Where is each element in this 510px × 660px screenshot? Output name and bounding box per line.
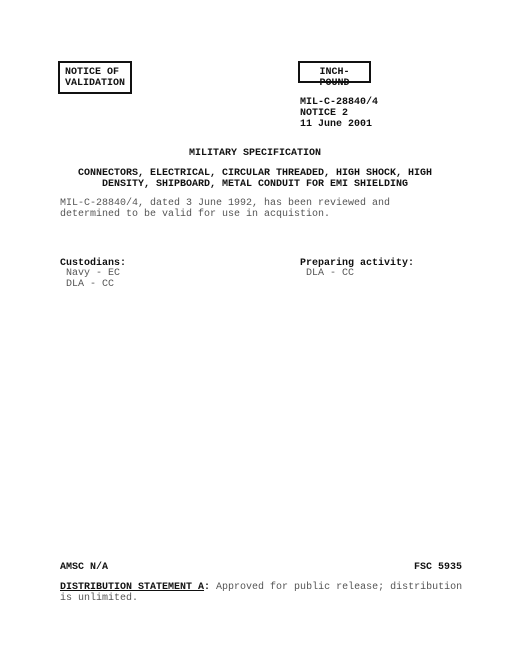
custodians-label: Custodians: (60, 258, 127, 269)
distribution-text-line-1: Approved for public release; distribution (210, 582, 463, 593)
subject-line-2: DENSITY, SHIPBOARD, METAL CONDUIT FOR EMI SHIELDING (101, 179, 409, 190)
distribution-text-line-2: is unlimited. (60, 593, 139, 604)
notice-date: 11 June 2001 (300, 119, 373, 130)
notice-number: NOTICE 2 (300, 108, 349, 119)
doc-id: MIL-C-28840/4 (300, 97, 379, 108)
preparing-activity-item: DLA - CC (306, 268, 355, 279)
preparing-activity-label: Preparing activity: (300, 258, 415, 269)
distribution-colon: : (204, 582, 211, 593)
inch-pound-box (298, 61, 371, 89)
amsc-code: AMSC N/A (60, 562, 109, 573)
specification-title: MILITARY SPECIFICATION (188, 148, 322, 159)
preparing-activity-list (306, 268, 354, 279)
custodian-item: DLA - CC (66, 279, 115, 290)
statement-line-2: determined to be valid for use in acquistion. (60, 209, 331, 220)
inch-pound-label: INCH-POUND (319, 67, 350, 89)
distribution-statement (60, 582, 464, 604)
notice-box-line-2: VALIDATION (65, 78, 126, 89)
statement-line-1: MIL-C-28840/4, dated 3 June 1992, has been reviewed and (60, 198, 391, 209)
fsc-code: FSC 5935 (413, 562, 462, 573)
custodian-item: Navy - EC (66, 268, 121, 279)
specification-subject (60, 168, 450, 190)
notice-of-validation-box (58, 61, 132, 94)
distribution-statement-lead: DISTRIBUTION STATEMENT A (60, 582, 205, 593)
custodians-list (66, 268, 120, 290)
document-identifier (300, 97, 378, 130)
notice-box-line-1: NOTICE OF (65, 67, 120, 78)
subject-line-1: CONNECTORS, ELECTRICAL, CIRCULAR THREADED, HIGH SHOCK, HIGH (77, 168, 433, 179)
validation-statement (60, 198, 460, 220)
